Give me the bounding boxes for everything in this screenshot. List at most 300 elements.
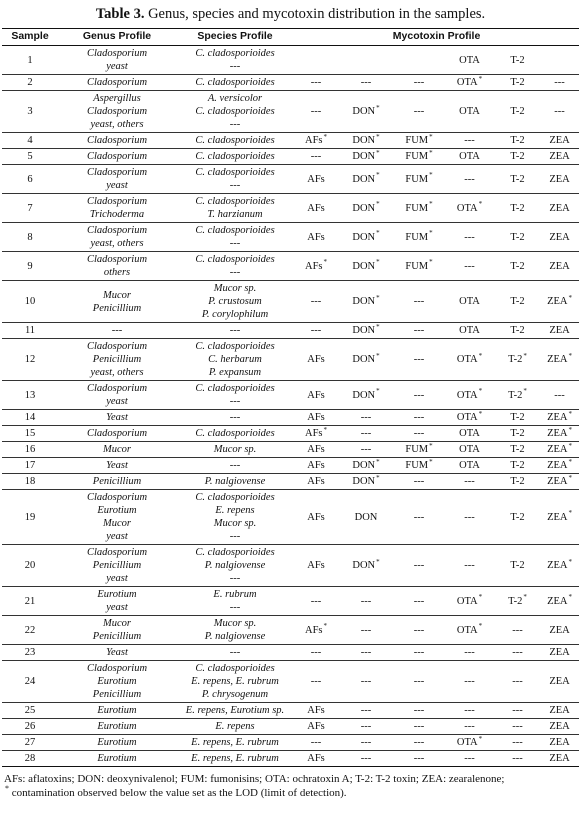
genus-cell-line: yeast, others <box>90 367 144 378</box>
species-cell <box>176 194 294 223</box>
sample-number: 15 <box>24 428 36 439</box>
toxin-t2-cell: T-2* <box>508 593 527 607</box>
genus-cell <box>58 75 176 91</box>
toxin-don-cell: DON <box>354 511 378 523</box>
header-species: Species Profile <box>176 29 294 46</box>
genus-cell <box>58 751 176 767</box>
toxin-don-cell: --- <box>360 444 372 455</box>
genus-cell-line: Trichoderma <box>89 209 145 220</box>
toxin-zea-cell: ZEA <box>549 135 570 146</box>
table-row <box>2 458 579 474</box>
below-lod-mark: * <box>568 457 572 466</box>
genus-cell-line: Cladosporium <box>86 135 148 146</box>
species-cell-line: E. repens, E. rubrum <box>191 737 279 748</box>
toxin-fum-cell: FUM* <box>405 148 433 162</box>
toxin-afs-cell: AFs* <box>304 425 327 439</box>
toxin-zea-cell <box>540 46 579 75</box>
genus-cell-line: Cladosporium <box>86 341 148 352</box>
below-lod-mark: * <box>568 351 572 360</box>
toxin-afs-cell: --- <box>310 151 322 162</box>
species-cell <box>176 75 294 91</box>
below-lod-mark: * <box>376 351 380 360</box>
species-cell-line: C. cladosporioides <box>195 106 275 117</box>
toxin-fum-cell: --- <box>413 325 425 336</box>
toxin-fum-cell: FUM* <box>405 457 433 471</box>
species-cell-line: T. harzianum <box>207 209 263 220</box>
toxin-fum-cell: FUM* <box>405 171 433 185</box>
toxin-ota-cell: --- <box>464 753 475 764</box>
toxin-t2-cell: --- <box>512 753 523 764</box>
toxin-fum-cell: --- <box>413 705 425 716</box>
genus-cell-line: Penicillium <box>92 689 142 700</box>
toxin-don-cell: DON* <box>352 322 380 336</box>
genus-cell <box>58 735 176 751</box>
toxin-ota-cell: --- <box>464 676 475 687</box>
species-cell <box>176 458 294 474</box>
toxin-don-cell: --- <box>360 721 372 732</box>
table-row <box>2 133 579 149</box>
genus-cell-line: Penicillium <box>92 354 142 365</box>
genus-cell-line: Cladosporium <box>86 151 148 162</box>
toxin-fum-cell: --- <box>413 737 425 748</box>
genus-cell <box>58 703 176 719</box>
species-cell-line: --- <box>229 460 241 471</box>
toxin-t2-cell: T-2 <box>510 511 525 523</box>
below-lod-mark: * <box>429 441 433 450</box>
table-row <box>2 490 579 545</box>
genus-cell-line: Cladosporium <box>86 383 148 394</box>
toxin-zea-cell: ZEA <box>549 325 570 336</box>
toxin-ota-cell: OTA <box>459 325 480 336</box>
genus-cell-line: Aspergillus <box>93 93 141 104</box>
toxin-afs-cell: AFs <box>307 231 325 243</box>
table-row <box>2 281 579 323</box>
sample-number: 24 <box>24 676 36 687</box>
genus-cell <box>58 323 176 339</box>
toxin-fum-cell: --- <box>413 647 425 658</box>
sample-number: 23 <box>24 647 36 658</box>
below-lod-mark: * <box>478 622 483 630</box>
genus-cell-line: Yeast <box>106 460 128 471</box>
below-lod-mark: * <box>523 593 527 601</box>
below-lod-mark: * <box>568 593 572 601</box>
genus-cell-line: Eurotium <box>97 505 137 516</box>
sample-number: 2 <box>27 77 33 88</box>
toxin-fum-cell: --- <box>413 721 425 732</box>
toxin-don-cell <box>338 46 394 75</box>
toxin-fum-cell: --- <box>413 595 425 607</box>
toxin-don-cell: DON* <box>352 103 380 117</box>
species-cell-line: --- <box>229 61 241 72</box>
species-cell-line: --- <box>229 119 241 130</box>
table-row <box>2 703 579 719</box>
genus-cell-line: Cladosporium <box>86 547 148 558</box>
genus-cell-line: yeast, others <box>90 238 144 249</box>
sample-number: 28 <box>24 753 36 764</box>
toxin-afs-cell: AFs <box>307 721 325 732</box>
species-cell-line: --- <box>229 573 241 584</box>
genus-cell <box>58 661 176 703</box>
species-cell <box>176 133 294 149</box>
below-lod-mark: * <box>523 387 527 395</box>
below-lod-mark: * <box>478 387 483 395</box>
toxin-don-cell: --- <box>360 737 372 748</box>
species-cell <box>176 645 294 661</box>
sample-number: 10 <box>24 296 36 307</box>
toxin-zea-cell: ZEA* <box>547 351 572 365</box>
toxin-fum-cell: FUM* <box>405 441 433 455</box>
toxin-ota-cell: OTA* <box>456 200 483 214</box>
genus-cell <box>58 252 176 281</box>
toxin-afs-cell: AFs <box>307 389 325 401</box>
toxin-ota-cell: OTA* <box>456 622 483 636</box>
below-lod-mark: * <box>478 593 483 601</box>
sample-number: 5 <box>27 151 33 162</box>
genus-cell-line: yeast, others <box>90 119 144 130</box>
species-cell <box>176 410 294 426</box>
toxin-t2-cell: T-2 <box>510 444 525 455</box>
below-lod-mark: * <box>323 425 327 434</box>
toxin-don-cell: DON* <box>352 351 380 365</box>
below-lod-mark: * <box>323 258 327 266</box>
sample-number: 21 <box>24 595 36 607</box>
toxin-afs-cell: --- <box>310 77 322 88</box>
toxin-zea-cell: ZEA* <box>547 593 572 607</box>
toxin-t2-cell: T-2 <box>510 202 525 214</box>
toxin-afs-cell: AFs* <box>304 622 327 636</box>
toxin-afs-cell: AFs <box>307 705 325 716</box>
toxin-ota-cell: OTA <box>459 151 480 162</box>
table-row <box>2 410 579 426</box>
genus-cell <box>58 474 176 490</box>
toxin-ota-cell: --- <box>464 560 475 571</box>
toxin-zea-cell: ZEA <box>549 151 570 162</box>
table-row <box>2 165 579 194</box>
table-row <box>2 252 579 281</box>
genus-cell-line: Eurotium <box>97 721 137 732</box>
toxin-fum-cell: --- <box>413 389 425 401</box>
table-row <box>2 545 579 587</box>
below-lod-mark: * <box>478 734 483 743</box>
toxin-ota-cell: OTA* <box>456 351 483 365</box>
toxin-afs-cell: --- <box>310 325 322 336</box>
genus-cell <box>58 426 176 442</box>
toxin-ota-cell: --- <box>464 173 475 185</box>
toxin-t2-cell: --- <box>512 737 523 748</box>
below-lod-mark: * <box>568 293 572 302</box>
toxin-don-cell: DON* <box>352 557 380 571</box>
below-lod-mark: * <box>376 103 380 112</box>
toxin-zea-cell: --- <box>554 106 565 117</box>
table-row <box>2 149 579 165</box>
toxin-t2-cell: T-2 <box>510 135 525 146</box>
species-cell-line: E. rubrum <box>213 589 257 600</box>
below-lod-mark: * <box>376 148 380 157</box>
table-row <box>2 46 579 75</box>
species-cell-line: --- <box>229 647 241 658</box>
toxin-t2-cell: T-2 <box>510 428 525 439</box>
toxin-fum-cell: --- <box>413 476 425 487</box>
genus-cell <box>58 46 176 75</box>
species-cell-line: P. crustosum <box>208 296 262 307</box>
genus-cell <box>58 442 176 458</box>
species-cell-line: P. expansum <box>208 367 262 378</box>
species-cell-line: Mucor sp. <box>213 283 257 294</box>
genus-cell-line: Cladosporium <box>86 225 148 236</box>
toxin-afs-cell: AFs <box>307 511 325 523</box>
sample-number: 11 <box>24 325 36 336</box>
header-sample: Sample <box>2 29 58 46</box>
below-lod-mark: * <box>429 229 433 237</box>
toxin-afs-cell: AFs <box>307 354 325 365</box>
below-lod-mark: * <box>478 409 483 418</box>
genus-cell <box>58 91 176 133</box>
genus-cell-line: Eurotium <box>97 705 137 716</box>
genus-cell <box>58 458 176 474</box>
species-cell-line: C. cladosporioides <box>195 167 275 178</box>
species-cell <box>176 252 294 281</box>
mycotoxin-table <box>2 28 579 767</box>
species-cell-line: Mucor sp. <box>213 518 257 529</box>
toxin-don-cell: DON* <box>352 457 380 471</box>
species-cell <box>176 751 294 767</box>
genus-cell-line: Cladosporium <box>86 196 148 207</box>
sample-number: 13 <box>24 389 36 401</box>
toxin-afs-cell <box>294 46 338 75</box>
genus-cell-line: Yeast <box>106 647 128 658</box>
species-cell-line: C. cladosporioides <box>195 254 275 265</box>
species-cell-line: P. corylophilum <box>201 309 269 320</box>
species-cell-line: P. nalgiovense <box>204 476 266 487</box>
toxin-zea-cell: ZEA <box>549 721 570 732</box>
toxin-fum-cell: --- <box>413 354 425 365</box>
genus-cell <box>58 133 176 149</box>
species-cell-line: Mucor sp. <box>213 618 257 629</box>
genus-cell-line: Cladosporium <box>86 428 148 439</box>
toxin-zea-cell: ZEA <box>549 676 570 687</box>
table-row <box>2 616 579 645</box>
toxin-t2-cell: --- <box>512 647 523 658</box>
toxin-ota-cell: --- <box>464 260 475 272</box>
toxin-afs-cell: AFs <box>307 460 325 471</box>
species-cell <box>176 381 294 410</box>
below-lod-mark: * <box>376 557 380 566</box>
toxin-don-cell: --- <box>360 647 372 658</box>
species-cell-line: A. versicolor <box>207 93 263 104</box>
toxin-fum-cell: --- <box>413 428 425 439</box>
species-cell-line: C. cladosporioides <box>195 196 275 207</box>
genus-cell <box>58 616 176 645</box>
species-cell <box>176 719 294 735</box>
toxin-ota-cell: OTA* <box>456 593 483 607</box>
toxin-don-cell: --- <box>360 428 372 439</box>
genus-cell <box>58 545 176 587</box>
species-cell-line: C. cladosporioides <box>195 428 275 439</box>
footnote-lod-text: contamination observed below the value set as the LOD (limit of detection). <box>9 787 347 799</box>
toxin-don-cell: DON* <box>352 258 380 272</box>
toxin-t2-cell: --- <box>512 676 523 687</box>
toxin-don-cell: DON* <box>352 132 380 146</box>
sample-number: 19 <box>24 511 36 523</box>
toxin-afs-cell: AFs <box>307 202 325 214</box>
toxin-zea-cell: ZEA <box>549 231 570 243</box>
toxin-don-cell: DON* <box>352 229 380 243</box>
toxin-fum-cell: --- <box>413 106 425 117</box>
table-footnote <box>4 772 581 800</box>
below-lod-mark: * <box>376 322 380 331</box>
toxin-ota-cell: OTA <box>459 106 480 117</box>
genus-cell-line: Mucor <box>103 518 131 529</box>
table-row <box>2 323 579 339</box>
toxin-t2-cell: T-2 <box>510 325 525 336</box>
sample-number: 16 <box>24 444 36 455</box>
species-cell <box>176 323 294 339</box>
toxin-ota-cell: OTA* <box>456 734 483 748</box>
toxin-t2-cell: T-2 <box>510 151 525 162</box>
toxin-ota-cell: OTA <box>459 296 480 307</box>
toxin-zea-cell: ZEA <box>549 202 570 214</box>
species-cell <box>176 149 294 165</box>
toxin-zea-cell: ZEA <box>549 173 570 185</box>
toxin-t2-cell: T-2* <box>508 387 527 401</box>
below-lod-mark: * <box>568 509 572 517</box>
genus-cell <box>58 223 176 252</box>
sample-number: 12 <box>24 354 36 365</box>
toxin-don-cell: --- <box>360 412 372 423</box>
toxin-zea-cell: ZEA <box>549 753 570 764</box>
table-row <box>2 474 579 490</box>
toxin-zea-cell: ZEA* <box>547 409 572 423</box>
toxin-ota-cell: OTA <box>459 444 480 455</box>
toxin-ota-cell: OTA <box>459 428 480 439</box>
toxin-ota-cell: --- <box>464 231 475 243</box>
genus-cell-line: Yeast <box>106 412 128 423</box>
species-cell-line: Mucor sp. <box>213 444 257 455</box>
toxin-t2-cell: T-2 <box>510 173 525 185</box>
toxin-don-cell: --- <box>360 624 372 636</box>
species-cell <box>176 426 294 442</box>
below-lod-mark: * <box>376 229 380 237</box>
genus-cell <box>58 281 176 323</box>
below-lod-mark: * <box>568 441 572 450</box>
table-row <box>2 194 579 223</box>
toxin-don-cell: --- <box>360 595 372 607</box>
genus-cell-line: Eurotium <box>97 589 137 600</box>
species-cell-line: C. cladosporioides <box>195 48 275 59</box>
below-lod-mark: * <box>323 622 327 630</box>
species-cell <box>176 442 294 458</box>
toxin-zea-cell: ZEA* <box>547 441 572 455</box>
toxin-fum-cell: FUM* <box>405 258 433 272</box>
species-cell-line: --- <box>229 531 241 542</box>
toxin-fum-cell: --- <box>413 753 425 764</box>
genus-cell-line: Cladosporium <box>86 48 148 59</box>
species-cell-line: P. nalgiovense <box>204 631 266 642</box>
toxin-t2-cell: T-2 <box>510 106 525 117</box>
species-cell-line: C. cladosporioides <box>195 225 275 236</box>
species-cell-line: --- <box>229 602 241 613</box>
toxin-zea-cell: ZEA* <box>547 557 572 571</box>
below-lod-mark: * <box>376 132 380 141</box>
below-lod-mark: * <box>478 200 483 208</box>
genus-cell <box>58 149 176 165</box>
toxin-ota-cell: --- <box>464 511 475 523</box>
toxin-ota-cell: OTA* <box>456 74 483 88</box>
toxin-fum-cell: --- <box>413 511 425 523</box>
genus-cell <box>58 410 176 426</box>
header-mycotoxin: Mycotoxin Profile <box>294 29 579 46</box>
toxin-fum-cell: --- <box>413 77 425 88</box>
genus-cell-line: yeast <box>106 573 128 584</box>
header-genus: Genus Profile <box>58 29 176 46</box>
toxin-zea-cell: ZEA* <box>547 473 572 487</box>
toxin-don-cell: DON* <box>352 293 380 307</box>
genus-cell <box>58 587 176 616</box>
genus-cell-line: Cladosporium <box>86 167 148 178</box>
toxin-afs-cell: AFs* <box>304 258 327 272</box>
toxin-zea-cell: ZEA* <box>547 457 572 471</box>
species-cell-line: P. nalgiovense <box>204 560 266 571</box>
genus-cell <box>58 165 176 194</box>
sample-number: 27 <box>24 737 36 748</box>
sample-number: 22 <box>24 624 36 636</box>
toxin-afs-cell: AFs <box>307 476 325 487</box>
below-lod-mark: * <box>568 557 572 566</box>
species-cell-line: C. cladosporioides <box>195 547 275 558</box>
footnote-abbreviations: AFs: aflatoxins; DON: deoxynivalenol; FUM: fumonisins; OTA: ochratoxin A; T-2: T-2 toxin; ZEA: zearalenone; <box>4 773 505 785</box>
sample-number: 25 <box>24 705 36 716</box>
table-row <box>2 75 579 91</box>
toxin-fum-cell: FUM* <box>405 229 433 243</box>
below-lod-mark: * <box>568 473 572 482</box>
toxin-ota-cell: OTA* <box>456 409 483 423</box>
table-row <box>2 442 579 458</box>
species-cell <box>176 703 294 719</box>
table-row <box>2 223 579 252</box>
species-cell-line: C. cladosporioides <box>195 135 275 146</box>
toxin-ota-cell: --- <box>464 647 475 658</box>
toxin-zea-cell: ZEA* <box>547 293 572 307</box>
toxin-don-cell: DON* <box>352 200 380 214</box>
sample-number: 3 <box>27 106 33 117</box>
sample-number: 18 <box>24 476 36 487</box>
table-row <box>2 339 579 381</box>
toxin-t2-cell: T-2 <box>510 260 525 272</box>
sample-number: 20 <box>24 560 36 571</box>
species-cell <box>176 165 294 194</box>
toxin-afs-cell: --- <box>310 595 322 607</box>
below-lod-mark: * <box>376 293 380 302</box>
toxin-zea-cell: ZEA <box>549 737 570 748</box>
toxin-t2-cell: T-2 <box>510 77 525 88</box>
toxin-don-cell: DON* <box>352 171 380 185</box>
genus-cell <box>58 339 176 381</box>
genus-cell-line: yeast <box>106 396 128 407</box>
below-lod-mark: * <box>429 132 433 141</box>
below-lod-mark: * <box>429 171 433 179</box>
table-row <box>2 426 579 442</box>
toxin-afs-cell: AFs <box>307 753 325 764</box>
toxin-afs-cell: --- <box>310 647 322 658</box>
toxin-don-cell: --- <box>360 705 372 716</box>
table-caption-text: Genus, species and mycotoxin distribution in the samples. <box>144 6 486 22</box>
species-cell <box>176 474 294 490</box>
species-cell-line: --- <box>229 267 241 278</box>
species-cell <box>176 91 294 133</box>
species-cell-line: E. repens, Eurotium sp. <box>185 705 285 716</box>
species-cell <box>176 223 294 252</box>
species-cell-line: --- <box>229 412 241 423</box>
